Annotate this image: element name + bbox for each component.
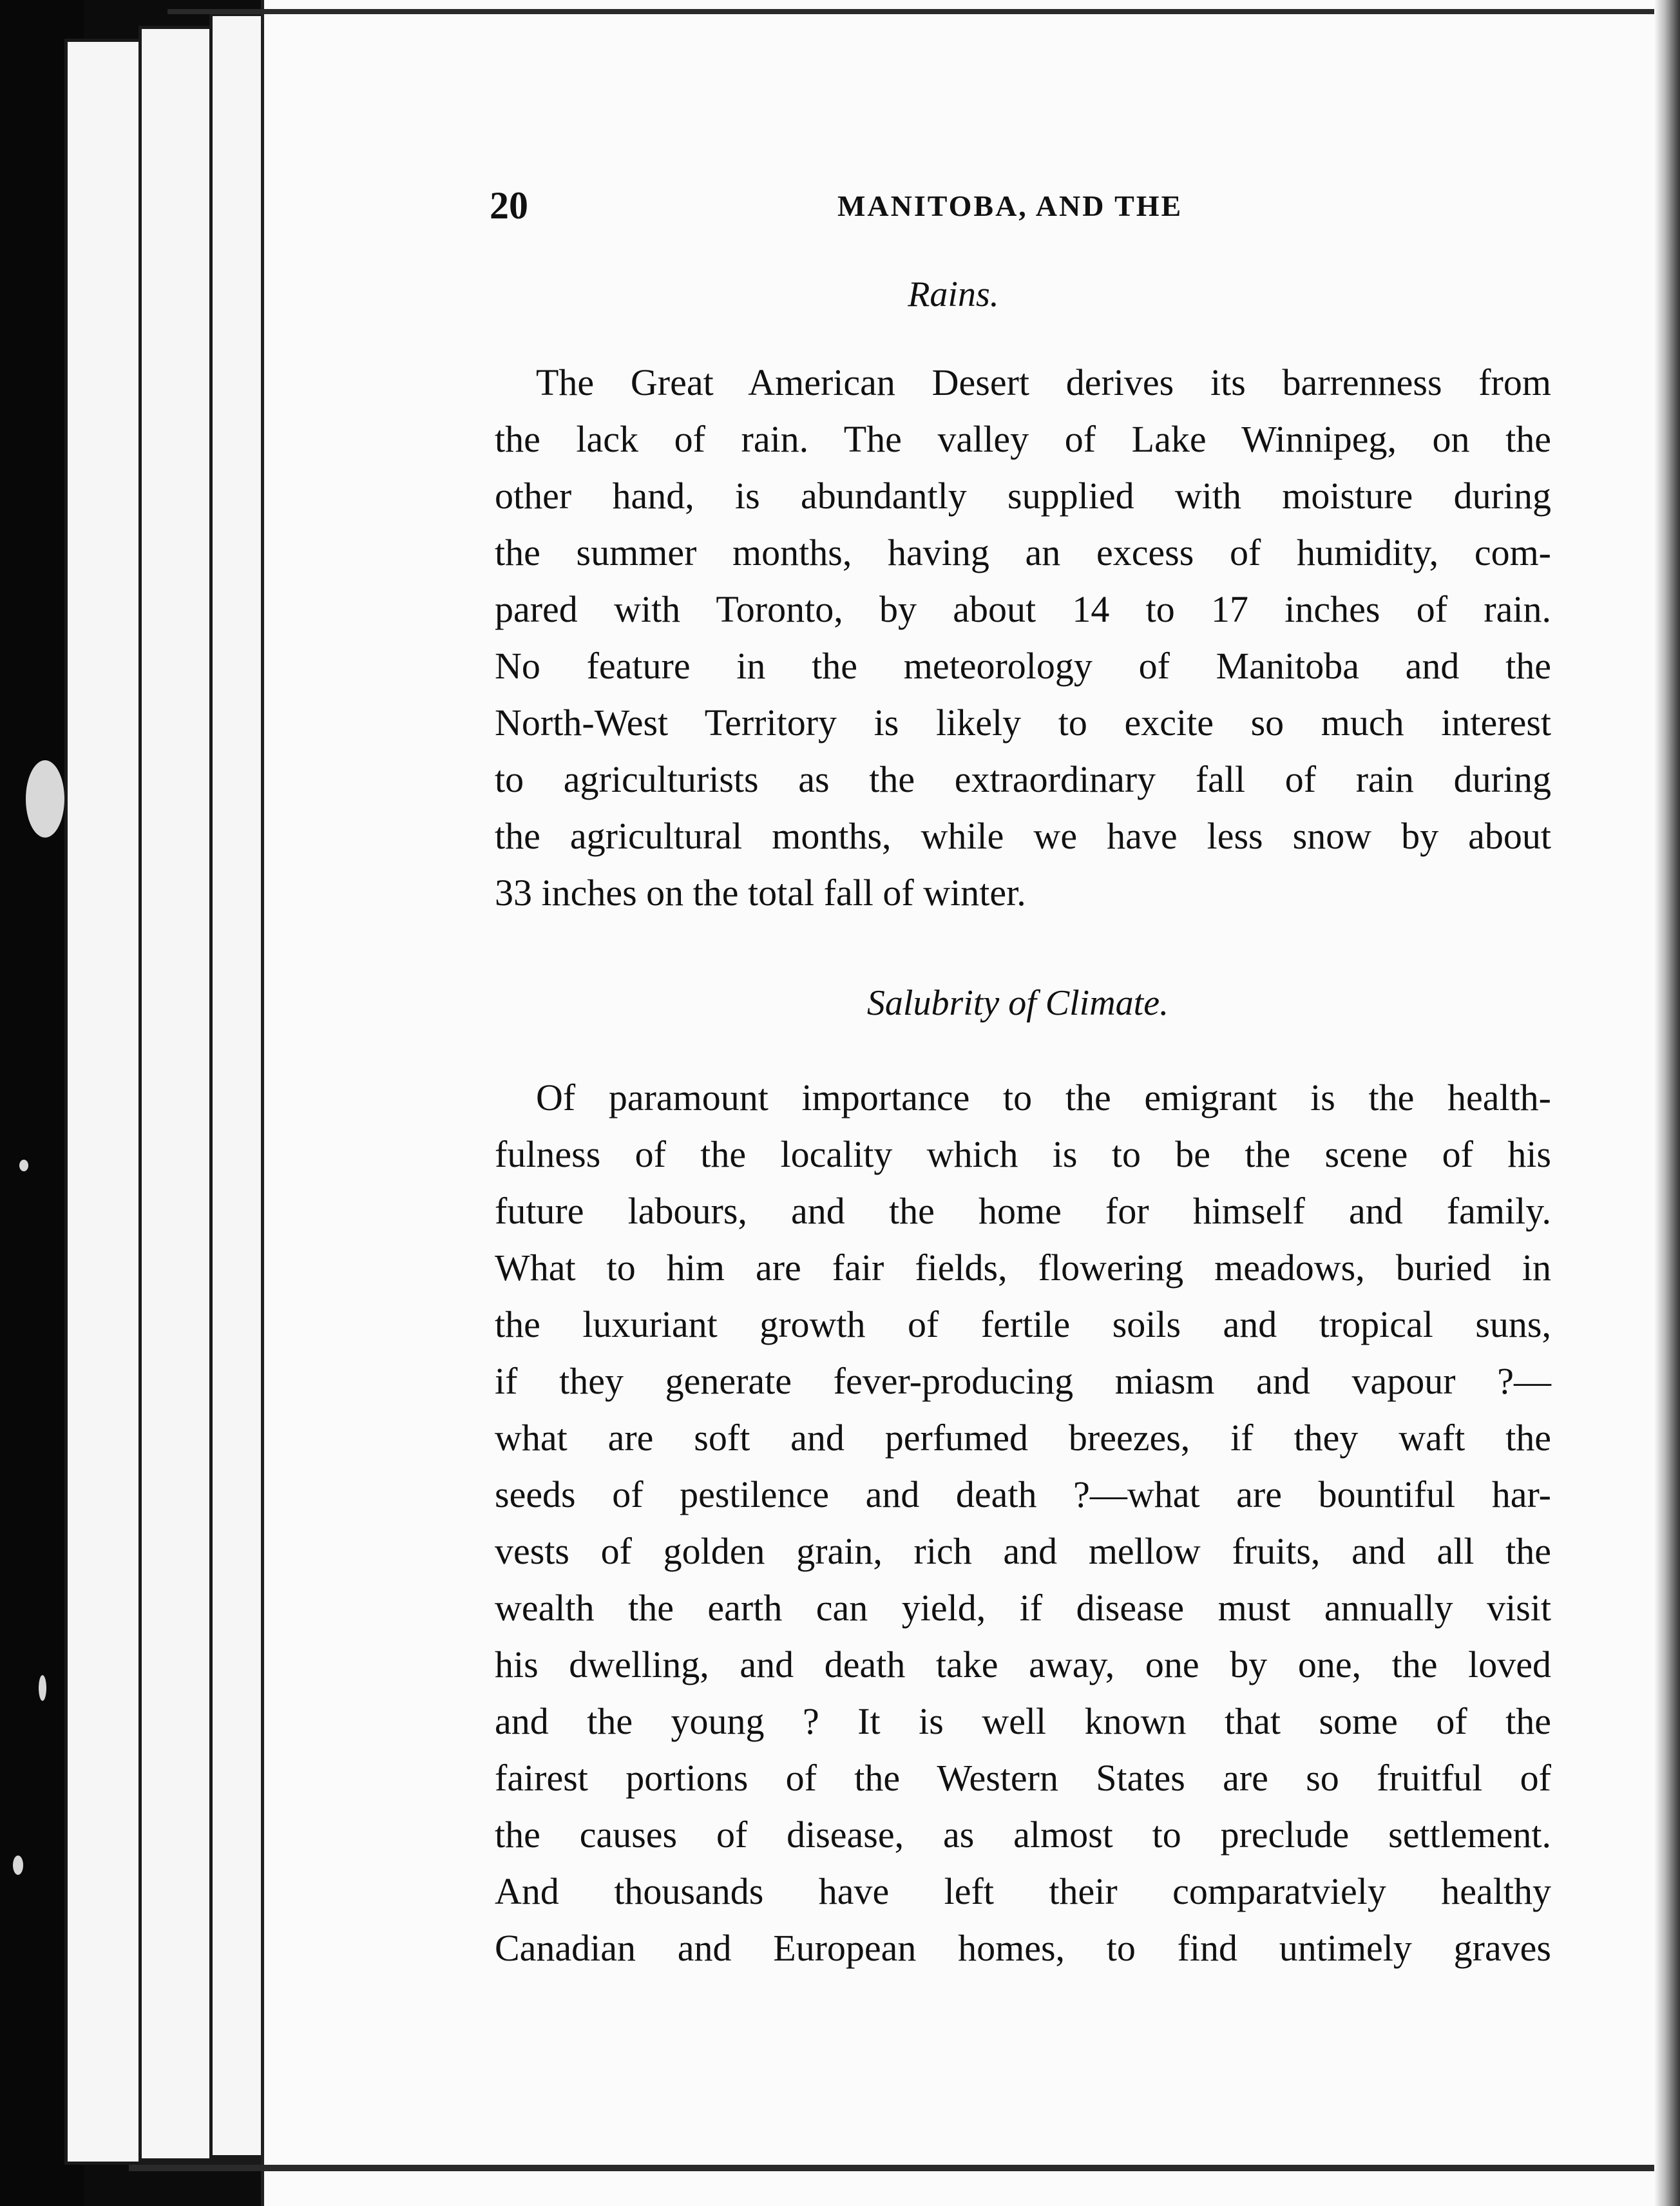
running-head-title: MANITOBA, AND THE — [837, 189, 1183, 222]
text-line: and the young ? It is well known that some of the — [495, 1700, 1551, 1742]
text-line: the luxuriant growth of fertile soils and tropical suns, — [495, 1303, 1551, 1345]
section-heading-salubrity: Salubrity of Climate. — [866, 983, 1169, 1023]
running-head — [490, 184, 1552, 235]
text-line: What to him are fair fields, flowering meadows, buried in — [495, 1247, 1551, 1289]
section-heading-rains: Rains. — [908, 274, 999, 314]
text-line: vests of golden grain, rich and mellow fruits, and all the — [495, 1530, 1551, 1572]
text-line: Canadian and European homes, to find untimely graves — [495, 1927, 1551, 1969]
paragraph-salubrity — [495, 1069, 1551, 1977]
scan-speck — [19, 1160, 28, 1171]
text-line: the summer months, having an excess of humidity, com- — [495, 532, 1551, 573]
page-number: 20 — [490, 184, 528, 227]
page-bottom-edge — [129, 2165, 1680, 2171]
text-line: wealth the earth can yield, if disease must annually visit — [495, 1587, 1551, 1629]
text-line: his dwelling, and death take away, one by one, the loved — [495, 1644, 1551, 1685]
text-line: seeds of pestilence and death ?—what are bountiful har- — [495, 1473, 1551, 1515]
text-line: And thousands have left their comparatviely healthy — [495, 1870, 1551, 1912]
page-top-edge — [167, 9, 1680, 14]
page-right-edge — [1654, 0, 1680, 2206]
text-line: Of paramount importance to the emigrant is the health- — [536, 1077, 1551, 1118]
text-line: North-West Territory is likely to excite so much interest — [495, 702, 1551, 743]
text-line: the causes of disease, as almost to preclude settlement. — [495, 1814, 1551, 1856]
text-line: to agriculturists as the extraordinary fall of rain during — [495, 758, 1551, 800]
scan-speck — [13, 1856, 23, 1875]
text-line: the lack of rain. The valley of Lake Winnipeg, on the — [495, 418, 1551, 460]
paragraph-rains — [495, 354, 1551, 921]
text-line: No feature in the meteorology of Manitoba and the — [495, 645, 1551, 687]
text-line: what are soft and perfumed breezes, if they waft the — [495, 1417, 1551, 1459]
scan-speck — [26, 760, 64, 838]
text-line: The Great American Desert derives its barrenness from — [536, 361, 1551, 403]
text-line: fairest portions of the Western States are so fruitful of — [495, 1757, 1551, 1799]
text-line: fulness of the locality which is to be the scene of his — [495, 1133, 1551, 1175]
text-line: 33 inches on the total fall of winter. — [495, 872, 1026, 914]
text-line: if they generate fever-producing miasm and vapour ?— — [495, 1360, 1551, 1402]
scan-speck — [39, 1675, 46, 1701]
text-line: pared with Toronto, by about 14 to 17 inches of rain. — [495, 588, 1551, 630]
text-line: future labours, and the home for himself and family. — [495, 1190, 1551, 1232]
text-line: other hand, is abundantly supplied with moisture during — [495, 475, 1551, 517]
text-line: the agricultural months, while we have less snow by about — [495, 815, 1551, 857]
